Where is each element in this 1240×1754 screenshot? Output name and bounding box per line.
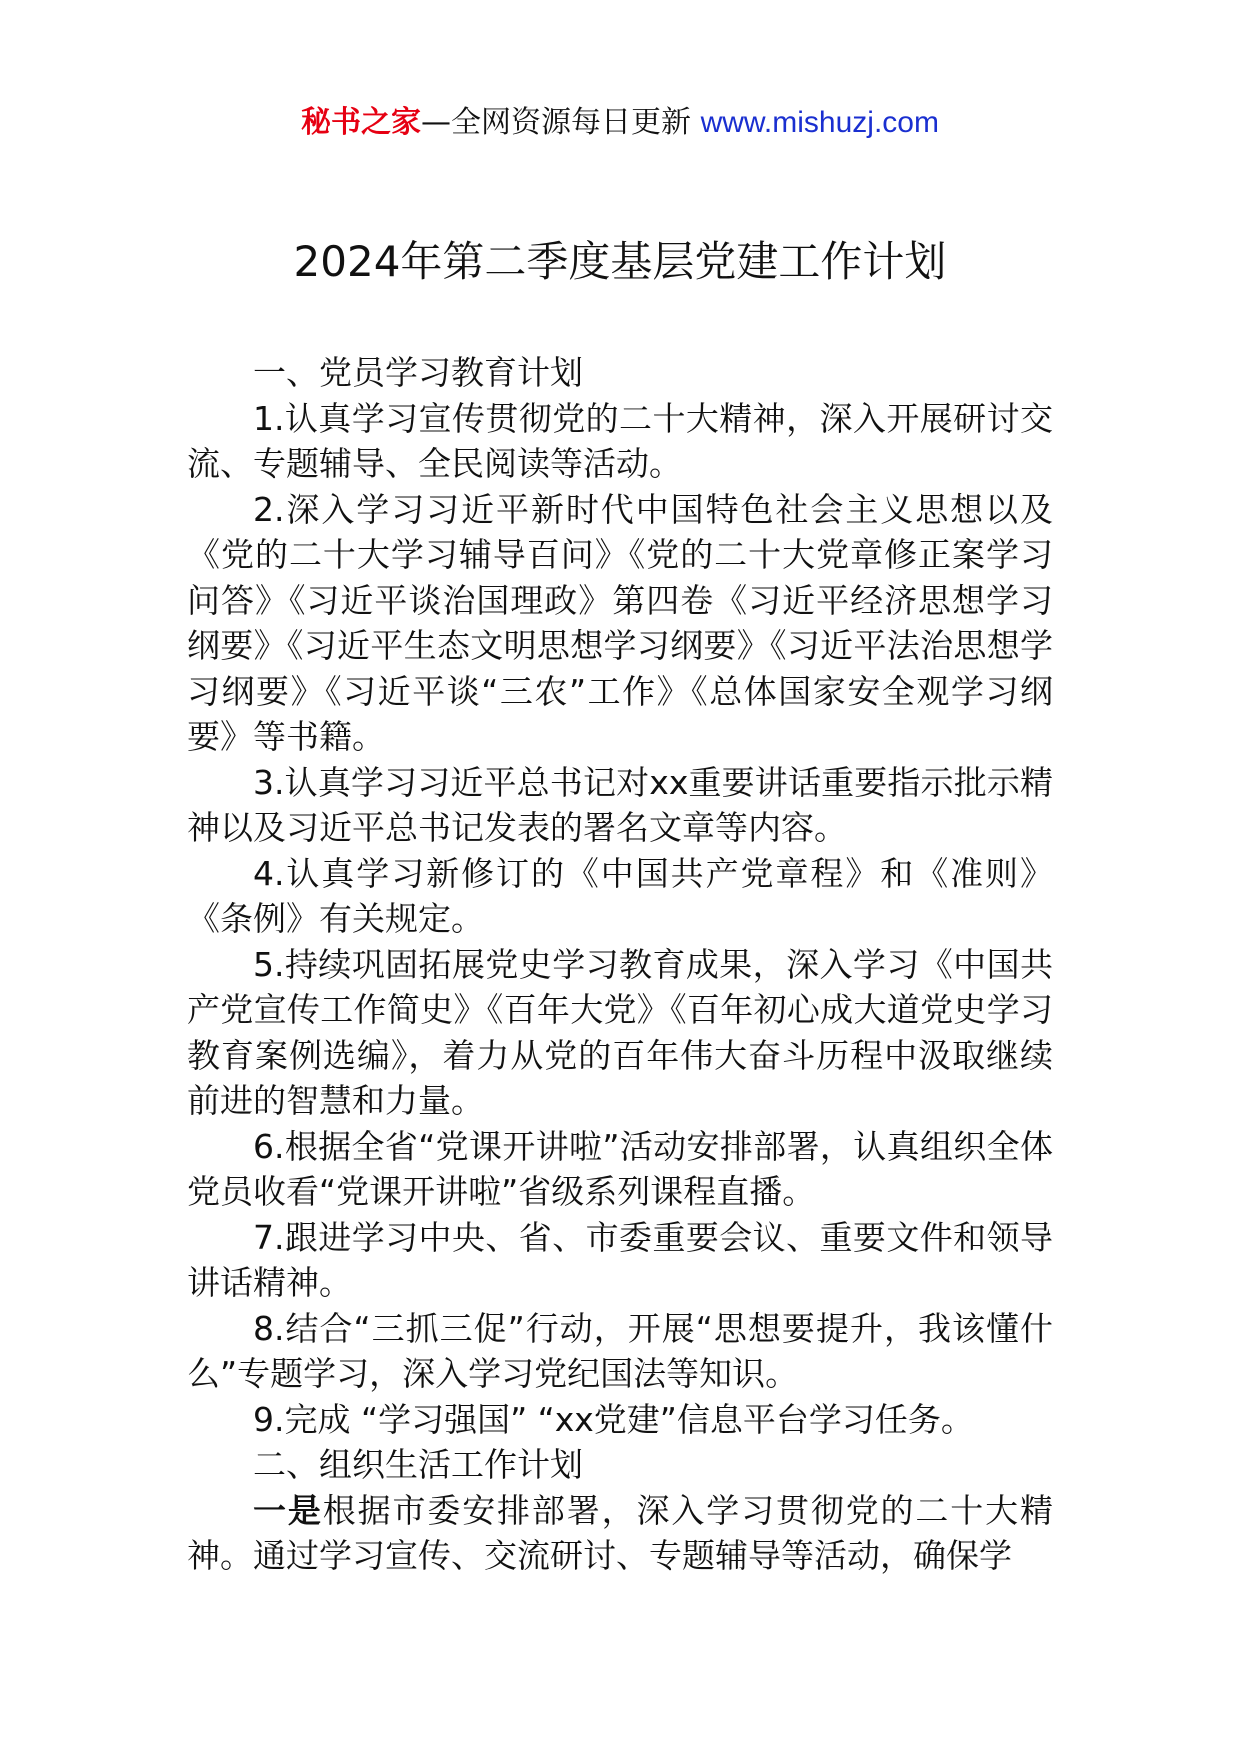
section-heading-1: 一、党员学习教育计划 [253,353,583,392]
paragraph-item-9: 9.完成 “学习强国” “xx党建”信息平台学习任务。 [253,1399,974,1439]
paragraph-item-6: 6.根据全省“党课开讲啦”活动安排部署，认真组织全体党员收看“党课开讲啦”省级系列课程直播。 [187,1126,1053,1211]
section2-text: 根据市委安排部署，深入学习贯彻党的二十大精神。通过学习宣传、交流研讨、专题辅导等活动，确保学 [187,1490,1054,1575]
section2-lead: 一是 [253,1490,323,1530]
paragraph-item-8: 8.结合“三抓三促”行动，开展“思想要提升，我该懂什么”专题学习，深入学习党纪国法等知识。 [187,1308,1053,1393]
brand-name: 秘书之家 [301,105,422,140]
paragraph-item-7: 7.跟进学习中央、省、市委重要会议、重要文件和领导讲话精神。 [187,1217,1053,1302]
document-title: 2024年第二季度基层党建工作计划 [293,237,947,286]
paragraph-item-5: 5.持续巩固拓展党史学习教育成果，深入学习《中国共产党宣传工作简史》《百年大党》《百年初心成大道党史学习教育案例选编》，着力从党的百年伟大奋斗历程中汲取继续前进的智慧和力量。 [187,944,1053,1120]
section-heading-2: 二、组织生活工作计划 [253,1445,583,1484]
document-body [187,350,1053,1579]
site-url-link[interactable]: www.mishuzj.com [700,106,939,139]
paragraph-item-3: 3.认真学习习近平总书记对xx重要讲话重要指示批示精神以及习近平总书记发表的署名文章等内容。 [187,762,1053,847]
site-header [0,98,1240,148]
paragraph-item-2: 2.深入学习习近平新时代中国特色社会主义思想以及《党的二十大学习辅导百问》《党的二十大党章修正案学习问答》《习近平谈治国理政》第四卷《习近平经济思想学习纲要》《习近平生态文明思想学习纲要》《习近平法治思想学习纲要》《习近平谈“三农”工作》《总体国家安全观学习纲要》等书籍。 [187,489,1053,756]
header-slogan: —全网资源每日更新 [421,105,701,140]
section2-paragraph [187,1488,1053,1579]
paragraph-item-1: 1.认真学习宣传贯彻党的二十大精神，深入开展研讨交流、专题辅导、全民阅读等活动。 [187,398,1053,483]
paragraph-item-4: 4.认真学习新修订的《中国共产党章程》和《准则》《条例》有关规定。 [187,853,1053,938]
